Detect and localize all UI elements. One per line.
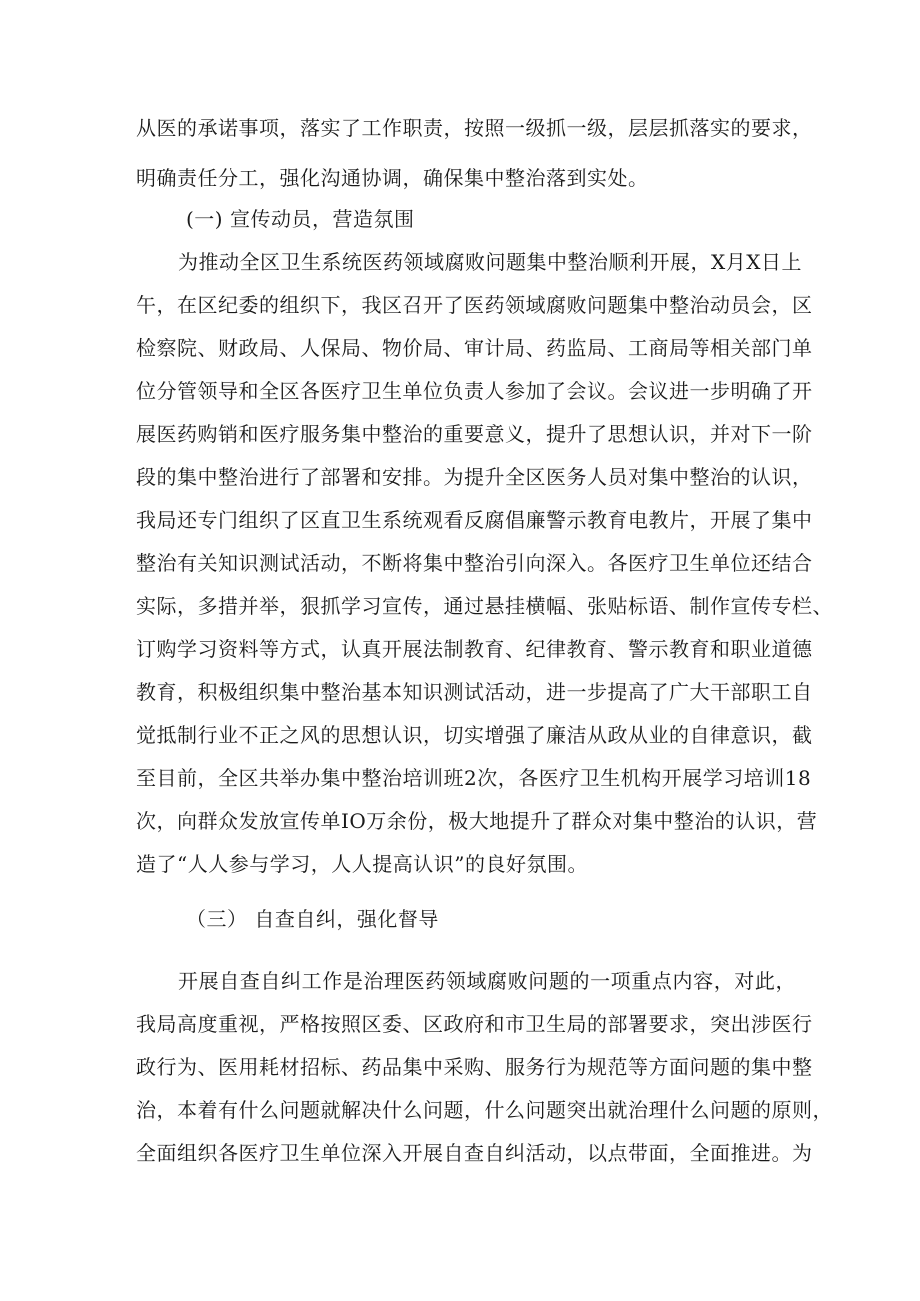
body-text-line: 我局高度重视，严格按照区委、区政府和市卫生局的部署要求，突出涉医行	[136, 1012, 813, 1036]
body-text-line: 段的集中整治进行了部署和安排。为提升全区医务人员对集中整治的认识，	[136, 465, 813, 489]
body-text-line: 觉抵制行业不正之风的思想认识，切实增强了廉洁从政从业的自律意识，截	[136, 723, 813, 747]
body-text-line: 政行为、医用耗材招标、药品集中采购、服务行为规范等方面问题的集中整	[136, 1055, 813, 1079]
body-text-line: 展医药购销和医疗服务集中整治的重要意义，提升了思想认识，并对下一阶	[136, 422, 813, 446]
body-text-line: 全面组织各医疗卫生单位深入开展自查自纠活动，以点带面，全面推进。为	[136, 1141, 813, 1165]
body-text-line: 至目前，全区共举办集中整治培训班2次，各医疗卫生机构开展学习培训18	[136, 766, 812, 790]
body-text-line: 整治有关知识测试活动，不断将集中整治引向深入。各医疗卫生单位还结合	[136, 551, 813, 575]
body-text-line: 开展自查自纠工作是治理医药领域腐败问题的一项重点内容，对此，	[178, 969, 796, 993]
body-text-line: 教育，积极组织集中整治基本知识测试活动，进一步提高了广大干部职工自	[136, 680, 813, 704]
body-text-line: 造了“人人参与学习，人人提高认识”的良好氛围。	[136, 852, 588, 876]
body-text-line: 位分管领导和全区各医疗卫生单位负责人参加了会议。会议进一步明确了开	[136, 379, 813, 403]
body-text-line: 订购学习资料等方式，认真开展法制教育、纪律教育、警示教育和职业道德	[136, 637, 813, 661]
body-text-line: 我局还专门组织了区直卫生系统观看反腐倡廉警示教育电教片，开展了集中	[136, 508, 813, 532]
section-heading: （三） 自查自纠，强化督导	[186, 907, 439, 931]
section-heading: (一) 宣传动员，营造氛围	[186, 207, 415, 231]
body-text-line: 明确责任分工，强化沟通协调，确保集中整治落到实处。	[136, 166, 649, 190]
body-text-line: 实际，多措并举，狠抓学习宣传，通过悬挂横幅、张贴标语、制作宣传专栏、	[136, 594, 833, 618]
body-text-line: 为推动全区卫生系统医药领域腐败问题集中整治顺利开展，X月X日上	[178, 250, 802, 274]
body-text-line: 从医的承诺事项，落实了工作职责，按照一级抓一级，层层抓落实的要求，	[136, 116, 813, 140]
body-text-line: 午，在区纪委的组织下，我区召开了医药领域腐败问题集中整治动员会，区	[136, 293, 813, 317]
body-text-line: 治，本着有什么问题就解决什么问题，什么问题突出就治理什么问题的原则，	[136, 1098, 833, 1122]
body-text-line: 次，向群众发放宣传单IO万余份，极大地提升了群众对集中整治的认识，营	[136, 809, 818, 833]
body-text-line: 检察院、财政局、人保局、物价局、审计局、药监局、工商局等相关部门单	[136, 336, 813, 360]
